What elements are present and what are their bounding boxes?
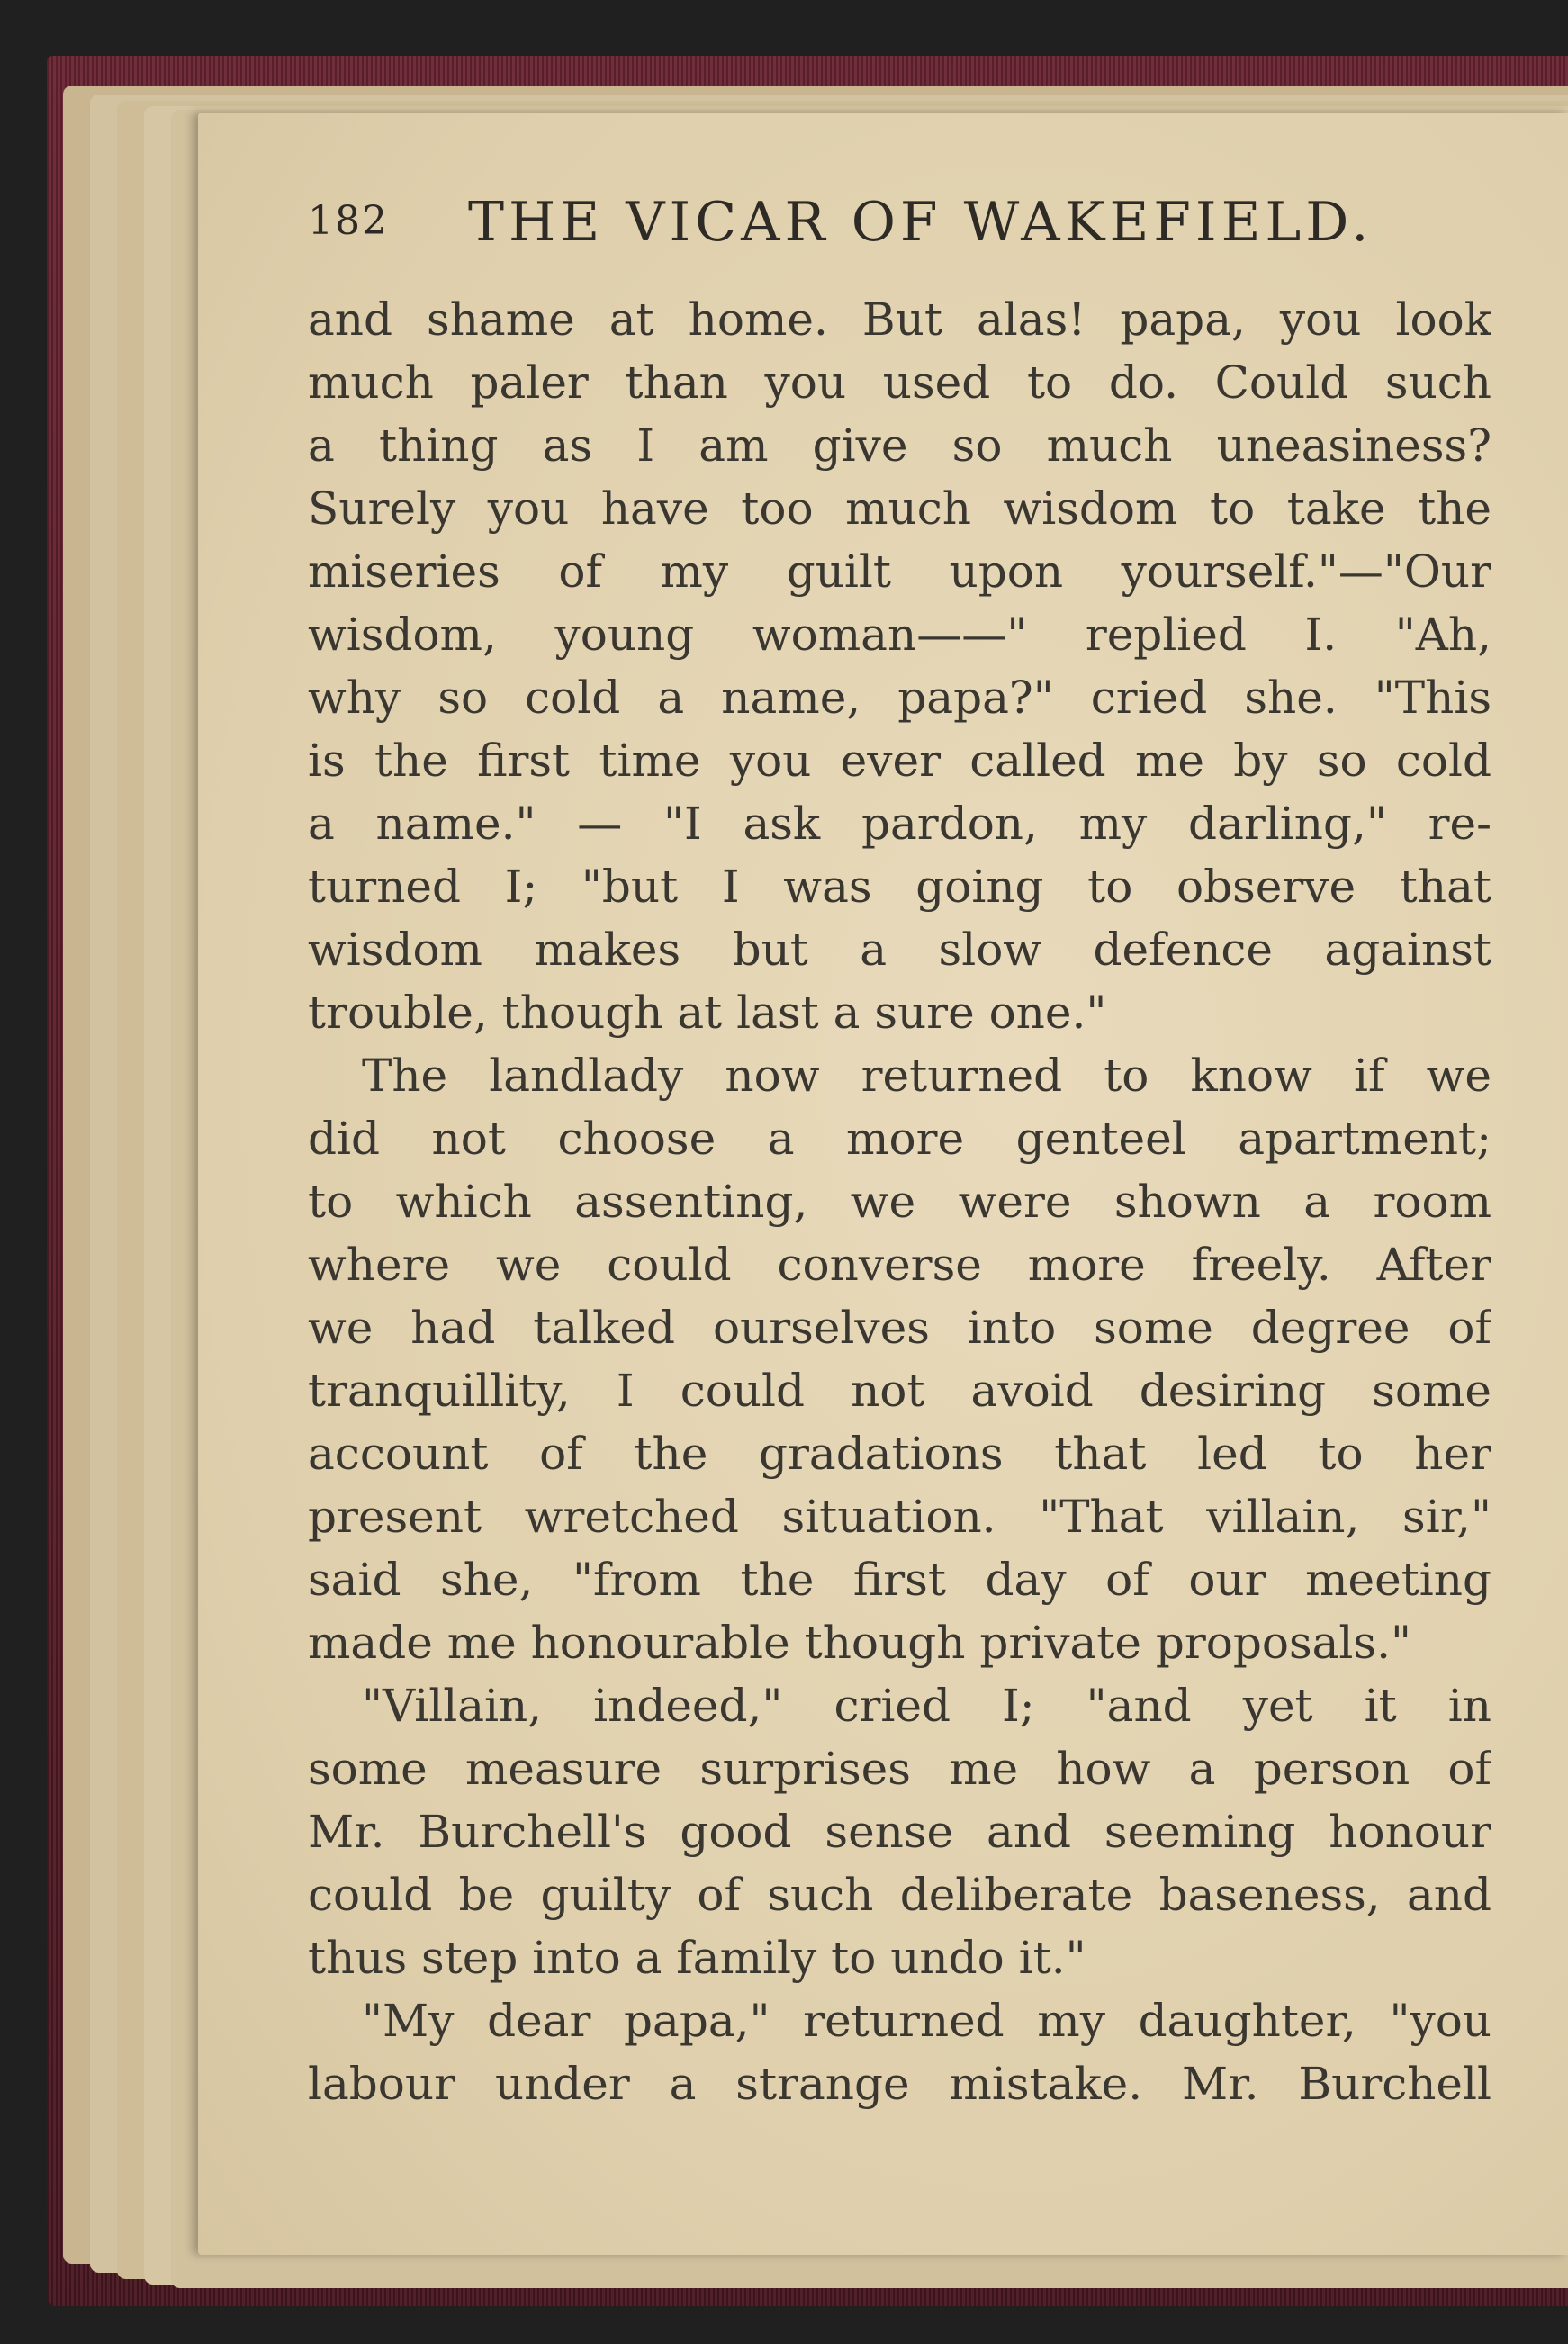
text-line: said she, "from the first day of our meeting <box>308 1554 1491 1606</box>
text-line: turned I; "but I was going to observe that <box>308 861 1491 913</box>
text-line: made me honourable though private proposals." <box>308 1617 1411 1669</box>
text-line: thus step into a family to undo it." <box>308 1932 1086 1984</box>
running-head <box>308 191 1496 254</box>
text-line: to which assenting, we were shown a room <box>308 1176 1491 1228</box>
text-line: much paler than you used to do. Could such <box>308 356 1491 409</box>
text-line: wisdom makes but a slow defence against <box>308 924 1491 976</box>
text-line: account of the gradations that led to her <box>308 1428 1491 1480</box>
text-line: a name." — "I ask pardon, my darling," re- <box>308 798 1491 850</box>
text-line: where we could converse more freely. After <box>308 1239 1491 1291</box>
text-line: could be guilty of such deliberate baseness, and <box>308 1869 1491 1921</box>
text-line: why so cold a name, papa?" cried she. "This <box>308 672 1491 724</box>
text-line: is the first time you ever called me by so cold <box>308 735 1491 787</box>
text-line: we had talked ourselves into some degree of <box>308 1302 1491 1354</box>
text-line: labour under a strange mistake. Mr. Burchell <box>308 2058 1491 2110</box>
text-line: "Villain, indeed," cried I; "and yet it in <box>362 1680 1491 1732</box>
text-line: trouble, though at last a sure one." <box>308 987 1107 1039</box>
text-line: miseries of my guilt upon yourself."—"Our <box>308 545 1491 598</box>
book-title: THE VICAR OF WAKEFIELD. <box>468 191 1374 254</box>
text-line: did not choose a more genteel apartment; <box>308 1113 1491 1165</box>
text-line: a thing as I am give so much uneasiness? <box>308 419 1491 472</box>
text-line: tranquillity, I could not avoid desiring some <box>308 1365 1491 1417</box>
text-line: The landlady now returned to know if we <box>362 1050 1491 1102</box>
page-number: 182 <box>308 198 389 244</box>
text-line: present wretched situation. "That villain, sir," <box>308 1491 1491 1543</box>
text-line: "My dear papa," returned my daughter, "you <box>362 1995 1491 2047</box>
text-line: wisdom, young woman——" replied I. "Ah, <box>308 609 1491 661</box>
text-line: and shame at home. But alas! papa, you look <box>308 293 1491 346</box>
text-line: some measure surprises me how a person of <box>308 1743 1491 1795</box>
text-line: Mr. Burchell's good sense and seeming honour <box>308 1806 1491 1858</box>
body-text <box>308 288 1491 2115</box>
text-line: Surely you have too much wisdom to take the <box>308 482 1491 535</box>
